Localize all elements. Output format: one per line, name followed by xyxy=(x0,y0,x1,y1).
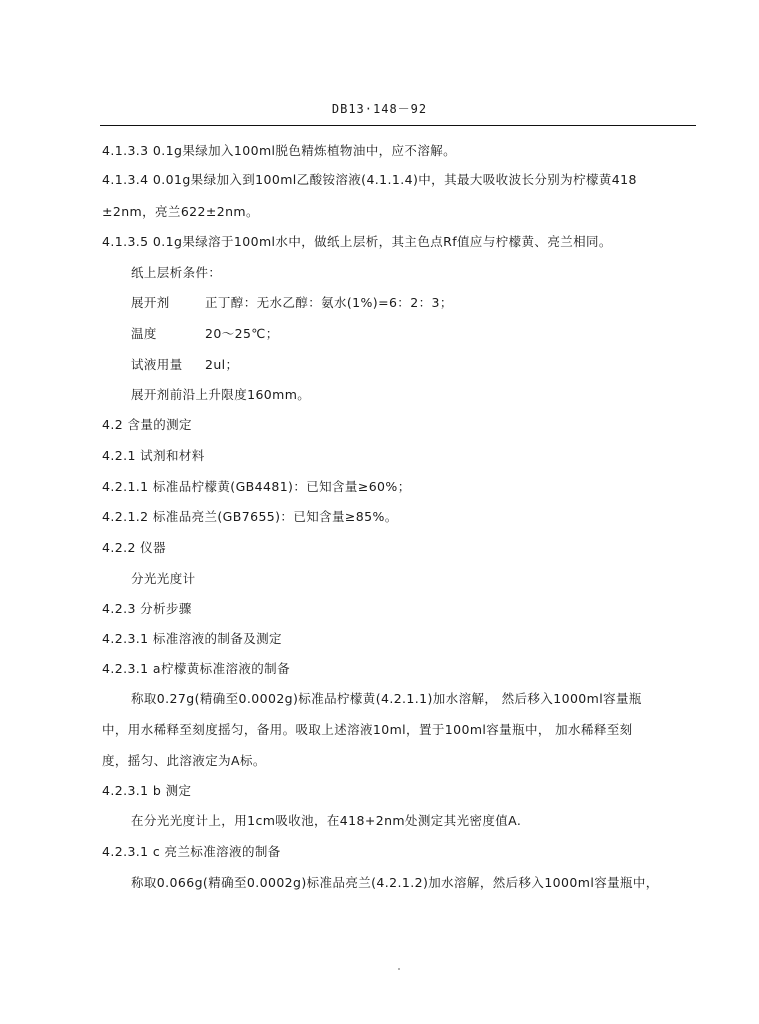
condition-row xyxy=(131,293,453,311)
text-line: 纸上层析条件： xyxy=(131,265,222,280)
text-line: 4.2.1.2 标准品亮兰(GB7655)：已知含量≥85%。 xyxy=(102,509,398,524)
text-line: 4.1.3.5 0.1g果绿溶于100ml水中，做纸上层析，其主色点Rf值应与柠檬黄、亮兰相同。 xyxy=(102,234,612,249)
condition-value: 20～25℃； xyxy=(205,326,279,341)
text-line: 度，摇匀、此溶液定为A标。 xyxy=(102,753,266,768)
text-line: ±2nm，亮兰622±2nm。 xyxy=(102,204,259,219)
condition-row xyxy=(131,355,239,373)
text-line: 称取0.27g(精确至0.0002g)标准品柠檬黄(4.2.1.1)加水溶解， 然后移入1000ml容量瓶 xyxy=(131,691,642,706)
text-line: 分光光度计 xyxy=(131,571,196,586)
text-line: 展开剂前沿上升限度160mm。 xyxy=(131,387,311,402)
condition-label: 温度 xyxy=(131,326,157,341)
section-heading: 4.2.2 仪器 xyxy=(102,540,166,555)
condition-label: 展开剂 xyxy=(131,295,170,310)
document-header: DB13·148－92 xyxy=(331,102,428,116)
text-line: 在分光光度计上，用1cm吸收池，在418+2nm处测定其光密度值A. xyxy=(131,813,522,828)
section-heading: 4.2.3.1 标准溶液的制备及测定 xyxy=(102,631,282,646)
condition-row xyxy=(131,324,279,342)
header-rule xyxy=(100,125,696,126)
section-heading: 4.2.3.1 c 亮兰标准溶液的制备 xyxy=(102,844,281,859)
text-line: 中，用水稀释至刻度摇匀，备用。吸取上述溶液10ml，置于100ml容量瓶中， 加水稀释至刻 xyxy=(102,722,633,737)
text-line: 4.1.3.4 0.01g果绿加入到100ml乙酸铵溶液(4.1.1.4)中，其最大吸收波长分别为柠檬黄418 xyxy=(102,172,637,187)
condition-value: 2ul； xyxy=(205,357,239,372)
condition-label: 试液用量 xyxy=(131,357,183,372)
section-heading: 4.2.1 试剂和材料 xyxy=(102,448,205,463)
text-line: 4.2.1.1 标准品柠檬黄(GB4481)：已知含量≥60%； xyxy=(102,479,411,494)
section-heading: 4.2.3.1 b 测定 xyxy=(102,783,192,798)
section-heading: 4.2 含量的测定 xyxy=(102,417,192,432)
section-heading: 4.2.3 分析步骤 xyxy=(102,601,192,616)
scan-speck xyxy=(398,968,400,970)
condition-value: 正丁醇：无水乙醇：氨水(1%)=6：2：3； xyxy=(205,295,453,310)
text-line: 4.1.3.3 0.1g果绿加入100ml脱色精炼植物油中，应不溶解。 xyxy=(102,143,457,158)
section-heading: 4.2.3.1 a柠檬黄标准溶液的制备 xyxy=(102,661,290,676)
text-line: 称取0.066g(精确至0.0002g)标准品亮兰(4.2.1.2)加水溶解，然后移入1000ml容量瓶中， xyxy=(131,875,659,890)
